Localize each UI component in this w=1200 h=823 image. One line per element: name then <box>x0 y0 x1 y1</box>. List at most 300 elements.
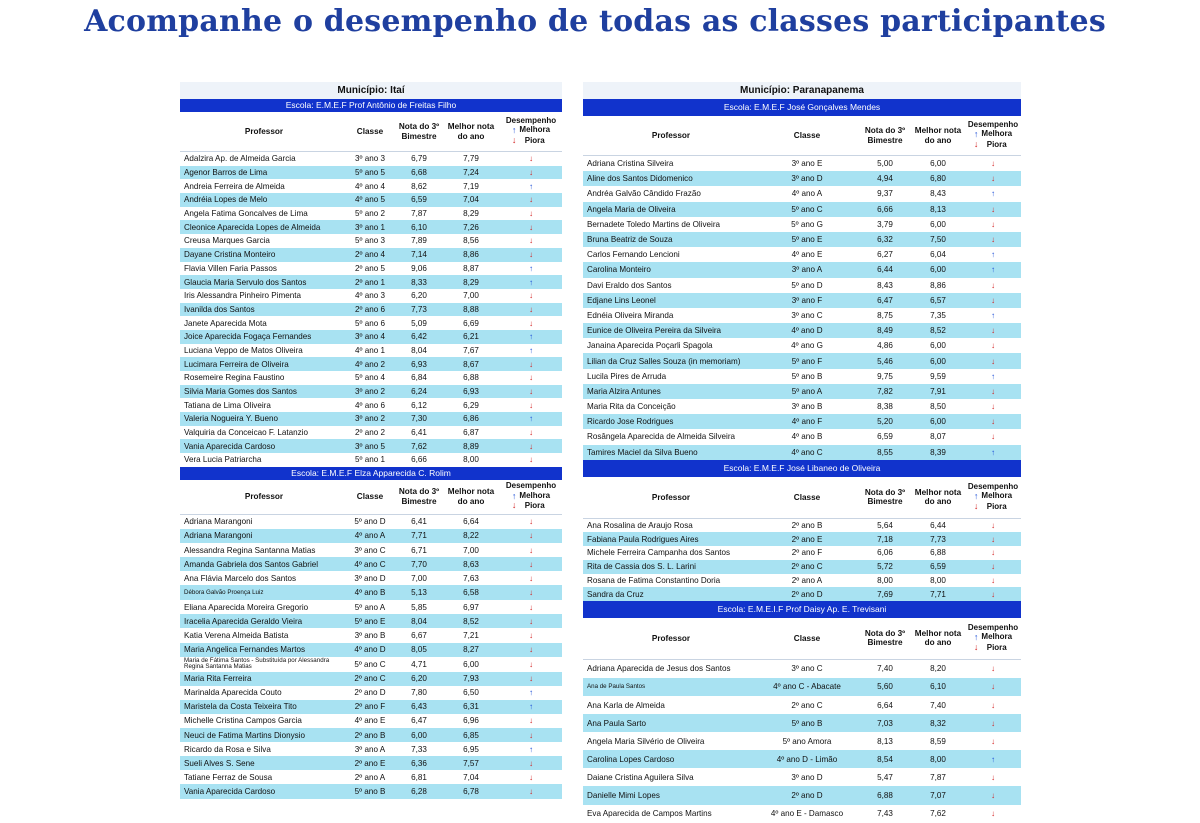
header-melhor-nota: Melhor nota do ano <box>914 487 962 507</box>
teacher-name: Alessandra Regina Santanna Matias <box>184 545 316 555</box>
class-name: 5º ano 2 <box>355 209 385 219</box>
performance-indicator <box>500 588 562 597</box>
grade-3rd-bimester: 6,20 <box>411 291 427 301</box>
teacher-row <box>583 278 1021 293</box>
desempenho-legend <box>965 632 1021 654</box>
teacher-row <box>180 289 562 303</box>
performance-indicator <box>965 548 1021 557</box>
teacher-name: Ivanilda dos Santos <box>184 304 255 314</box>
arrow-down-icon: ↓ <box>990 280 996 290</box>
performance-indicator <box>965 311 1021 320</box>
teacher-row <box>180 515 562 529</box>
class-name: 5º ano G <box>791 219 823 229</box>
legend-piora: Piora <box>986 140 1007 150</box>
grade-3rd-bimester: 6,43 <box>411 702 427 712</box>
class-name: 5º ano 6 <box>355 318 385 328</box>
class-name: 5º ano A <box>791 386 823 396</box>
best-grade-year: 6,69 <box>463 318 479 328</box>
best-grade-year: 8,00 <box>463 455 479 465</box>
teacher-name: Ana de Paula Santos <box>587 682 646 690</box>
performance-indicator <box>965 448 1021 457</box>
teacher-row <box>180 614 562 628</box>
best-grade-year: 8,27 <box>463 645 479 655</box>
teacher-row <box>583 156 1021 171</box>
best-grade-year: 7,00 <box>463 291 479 301</box>
performance-indicator <box>500 617 562 626</box>
class-name: 3º ano F <box>791 295 823 305</box>
best-grade-year: 8,63 <box>463 559 479 569</box>
grade-3rd-bimester: 6,88 <box>877 790 893 800</box>
header-classe: Classe <box>356 126 384 136</box>
grade-3rd-bimester: 6,71 <box>411 545 427 555</box>
grade-3rd-bimester: 9,37 <box>877 189 893 199</box>
arrow-up-icon: ↑ <box>990 265 996 275</box>
grade-3rd-bimester: 6,06 <box>877 548 893 558</box>
arrow-down-icon: ↓ <box>528 209 534 219</box>
teacher-name: Sueli Alves S. Sene <box>184 758 255 768</box>
performance-indicator <box>500 319 562 328</box>
arrow-up-icon: ↑ <box>990 250 996 260</box>
teacher-row <box>180 234 562 248</box>
teacher-row <box>180 700 562 714</box>
teacher-row <box>583 247 1021 262</box>
teacher-name: Ricardo da Rosa e Silva <box>184 744 271 754</box>
best-grade-year: 8,87 <box>463 263 479 273</box>
class-name: 3º ano D <box>791 174 823 184</box>
teacher-name: Janete Aparecida Mota <box>184 318 267 328</box>
grade-3rd-bimester: 8,62 <box>411 181 427 191</box>
teacher-row <box>180 557 562 571</box>
grade-3rd-bimester: 5,13 <box>411 588 427 598</box>
teacher-name: Adriana Cristina Silveira <box>587 159 674 169</box>
performance-indicator <box>965 701 1021 710</box>
best-grade-year: 7,67 <box>463 345 479 355</box>
performance-indicator <box>500 291 562 300</box>
teacher-name: Glaucia Maria Servulo dos Santos <box>184 277 307 287</box>
header-desempenho <box>500 112 562 151</box>
teacher-name: Adriana Aparecida de Jesus dos Santos <box>587 664 731 674</box>
teacher-row <box>180 439 562 453</box>
teacher-row <box>583 714 1021 732</box>
teacher-name: Cleonice Aparecida Lopes de Almeida <box>184 222 321 232</box>
legend-words <box>981 129 1012 151</box>
best-grade-year: 6,00 <box>463 659 479 669</box>
teacher-row <box>180 672 562 686</box>
arrow-down-icon: ↓ <box>990 809 996 819</box>
teacher-table-body <box>180 152 562 467</box>
best-grade-year: 8,20 <box>930 664 946 674</box>
grade-3rd-bimester: 7,73 <box>411 304 427 314</box>
class-name: 5º ano C <box>791 204 823 214</box>
grade-3rd-bimester: 6,64 <box>877 700 893 710</box>
arrow-down-icon: ↓ <box>990 772 996 782</box>
arrow-down-icon: ↓ <box>990 736 996 746</box>
column-header-row <box>583 618 1021 660</box>
performance-indicator <box>965 296 1021 305</box>
teacher-row <box>180 543 562 557</box>
performance-indicator <box>500 236 562 245</box>
class-name: 4º ano D - Limão <box>776 754 838 764</box>
teacher-row <box>180 398 562 412</box>
class-name: 3º ano B <box>354 631 386 641</box>
performance-indicator <box>965 773 1021 782</box>
arrow-up-icon: ↑ <box>990 310 996 320</box>
class-name: 4º ano 2 <box>355 359 385 369</box>
grade-3rd-bimester: 6,27 <box>877 250 893 260</box>
performance-indicator <box>965 417 1021 426</box>
performance-indicator <box>500 209 562 218</box>
teacher-name: Silvia Maria Gomes dos Santos <box>184 387 297 397</box>
performance-indicator <box>500 223 562 232</box>
class-name: 5º ano B <box>791 371 823 381</box>
arrow-down-icon: ↓ <box>528 772 534 782</box>
header-professor: Professor <box>651 492 691 502</box>
performance-indicator <box>500 759 562 768</box>
performance-indicator <box>500 154 562 163</box>
class-name: 3º ano E <box>791 159 823 169</box>
class-name: 4º ano D <box>791 326 823 336</box>
class-name: 4º ano 1 <box>355 345 385 355</box>
arrow-up-icon: ↑ <box>511 490 517 501</box>
teacher-name: Andreia Ferreira de Almeida <box>184 181 285 191</box>
arrow-down-icon: ↓ <box>528 758 534 768</box>
arrow-up-icon: ↑ <box>973 632 979 643</box>
class-name: 5º ano B <box>354 786 386 796</box>
teacher-name: Rosângela Aparecida de Almeida Silveira <box>587 432 736 442</box>
performance-indicator <box>965 372 1021 381</box>
performance-indicator <box>965 205 1021 214</box>
teacher-row <box>583 768 1021 786</box>
grade-3rd-bimester: 6,47 <box>877 295 893 305</box>
best-grade-year: 8,88 <box>463 304 479 314</box>
teacher-name: Daiane Cristina Aguilera Silva <box>587 772 694 782</box>
teacher-table-body <box>583 156 1021 460</box>
grade-3rd-bimester: 8,49 <box>877 326 893 336</box>
performance-indicator <box>965 235 1021 244</box>
performance-indicator <box>965 719 1021 728</box>
best-grade-year: 7,57 <box>463 758 479 768</box>
arrow-down-icon: ↓ <box>528 786 534 796</box>
teacher-row <box>583 262 1021 277</box>
best-grade-year: 7,19 <box>463 181 479 191</box>
teacher-name: Valeria Nogueira Y. Bueno <box>184 414 279 424</box>
grade-3rd-bimester: 6,10 <box>411 222 427 232</box>
desempenho-legend <box>500 125 562 147</box>
class-name: 4º ano C <box>791 447 823 457</box>
performance-indicator <box>500 346 562 355</box>
header-melhor-nota: Melhor nota do ano <box>447 122 495 141</box>
best-grade-year: 7,00 <box>463 545 479 555</box>
best-grade-year: 8,43 <box>930 189 946 199</box>
municipio-title: Município: Paranapanema <box>583 82 1021 99</box>
teacher-name: Vera Lucia Patriarcha <box>184 455 262 465</box>
header-nota-3-bimestre: Nota do 3º Bimestre <box>398 122 440 141</box>
class-name: 5º ano 1 <box>355 455 385 465</box>
grade-3rd-bimester: 8,38 <box>877 402 893 412</box>
teacher-name: Luciana Veppo de Matos Oliveira <box>184 345 303 355</box>
grade-3rd-bimester: 8,04 <box>411 616 427 626</box>
best-grade-year: 6,50 <box>463 688 479 698</box>
arrow-down-icon: ↓ <box>528 373 534 383</box>
grade-3rd-bimester: 6,84 <box>411 373 427 383</box>
arrow-up-icon: ↑ <box>528 263 534 273</box>
grade-3rd-bimester: 8,00 <box>877 575 893 585</box>
teacher-row <box>180 412 562 426</box>
best-grade-year: 8,13 <box>930 204 946 214</box>
teacher-row <box>583 338 1021 353</box>
class-name: 3º ano A <box>791 265 823 275</box>
header-desempenho-label: Desempenho <box>967 622 1019 632</box>
legend-arrows <box>512 126 517 146</box>
class-name: 2º ano C <box>791 562 823 572</box>
teacher-row <box>583 171 1021 186</box>
page-headline: Acompanhe o desempenho de todas as classes participantes <box>84 4 1106 39</box>
teacher-row <box>583 560 1021 574</box>
teacher-name: Carolina Lopes Cardoso <box>587 754 675 764</box>
teacher-name: Rosemeire Regina Faustino <box>184 373 285 383</box>
class-name: 3º ano D <box>791 772 823 782</box>
best-grade-year: 8,22 <box>463 531 479 541</box>
class-name: 2º ano 4 <box>355 250 385 260</box>
arrow-up-icon: ↑ <box>528 702 534 712</box>
arrow-down-icon: ↓ <box>973 641 979 652</box>
grade-3rd-bimester: 7,43 <box>877 809 893 819</box>
teacher-name: Carolina Monteiro <box>587 265 651 275</box>
header-melhor-nota: Melhor nota do ano <box>914 126 962 145</box>
performance-indicator <box>965 576 1021 585</box>
best-grade-year: 6,29 <box>463 400 479 410</box>
best-grade-year: 6,88 <box>463 373 479 383</box>
grade-3rd-bimester: 5,72 <box>877 562 893 572</box>
arrow-down-icon: ↓ <box>973 139 979 150</box>
teacher-row <box>180 426 562 440</box>
teacher-row <box>583 587 1021 601</box>
arrow-up-icon: ↑ <box>528 332 534 342</box>
arrow-down-icon: ↓ <box>990 562 996 572</box>
grade-3rd-bimester: 6,36 <box>411 758 427 768</box>
grade-3rd-bimester: 8,54 <box>877 754 893 764</box>
teacher-row <box>583 660 1021 678</box>
teacher-name: Janaina Aparecida Poçarli Spagola <box>587 341 713 351</box>
teacher-name: Marinalda Aparecida Couto <box>184 688 282 698</box>
best-grade-year: 6,00 <box>930 341 946 351</box>
grade-3rd-bimester: 6,41 <box>411 517 427 527</box>
class-name: 5º ano 4 <box>355 373 385 383</box>
grade-3rd-bimester: 5,47 <box>877 772 893 782</box>
grade-3rd-bimester: 5,60 <box>877 682 893 692</box>
best-grade-year: 6,80 <box>930 174 946 184</box>
teacher-name: Andréia Lopes de Melo <box>184 195 268 205</box>
arrow-down-icon: ↓ <box>990 219 996 229</box>
teacher-name: Lucila Pires de Arruda <box>587 371 667 381</box>
arrow-down-icon: ↓ <box>528 195 534 205</box>
grade-3rd-bimester: 8,75 <box>877 310 893 320</box>
grade-3rd-bimester: 6,59 <box>877 432 893 442</box>
performance-indicator <box>500 250 562 259</box>
class-name: 2º ano E <box>791 534 823 544</box>
arrow-down-icon: ↓ <box>528 236 534 246</box>
desempenho-legend <box>500 491 562 513</box>
class-name: 2º ano D <box>791 790 823 800</box>
arrow-up-icon: ↑ <box>990 189 996 199</box>
class-name: 4º ano C <box>354 559 386 569</box>
best-grade-year: 7,24 <box>463 168 479 178</box>
teacher-row <box>180 784 562 798</box>
best-grade-year: 6,86 <box>463 414 479 424</box>
class-name: 4º ano 3 <box>355 291 385 301</box>
performance-indicator <box>500 731 562 740</box>
arrow-down-icon: ↓ <box>528 573 534 583</box>
grade-3rd-bimester: 6,00 <box>411 730 427 740</box>
best-grade-year: 6,59 <box>930 562 946 572</box>
legend-piora: Piora <box>986 501 1007 511</box>
grade-3rd-bimester: 6,66 <box>411 455 427 465</box>
teacher-name: Iracelia Aparecida Geraldo Vieira <box>184 616 303 626</box>
arrow-down-icon: ↓ <box>528 154 534 164</box>
performance-indicator <box>500 546 562 555</box>
grade-3rd-bimester: 6,42 <box>411 332 427 342</box>
arrow-up-icon: ↑ <box>990 754 996 764</box>
class-name: 2º ano B <box>791 521 823 531</box>
arrow-down-icon: ↓ <box>990 432 996 442</box>
grade-3rd-bimester: 6,93 <box>411 359 427 369</box>
teacher-name: Edjane Lins Leonel <box>587 295 656 305</box>
teacher-row <box>583 353 1021 368</box>
teacher-name: Andréa Galvão Cândido Frazão <box>587 189 701 199</box>
performance-indicator <box>965 755 1021 764</box>
teacher-name: Fabiana Paula Rodrigues Aires <box>587 534 699 544</box>
best-grade-year: 7,21 <box>463 631 479 641</box>
teacher-row <box>180 770 562 784</box>
arrow-down-icon: ↓ <box>528 291 534 301</box>
grade-3rd-bimester: 8,43 <box>877 280 893 290</box>
teacher-row <box>583 532 1021 546</box>
teacher-row <box>180 316 562 330</box>
teacher-name: Joice Aparecida Fogaça Fernandes <box>184 332 312 342</box>
header-desempenho <box>965 116 1021 155</box>
teacher-row <box>180 728 562 742</box>
arrow-up-icon: ↑ <box>528 688 534 698</box>
best-grade-year: 7,73 <box>930 534 946 544</box>
performance-indicator <box>500 787 562 796</box>
arrow-up-icon: ↑ <box>990 447 996 457</box>
arrow-down-icon: ↓ <box>528 531 534 541</box>
grade-3rd-bimester: 7,62 <box>411 441 427 451</box>
performance-indicator <box>500 560 562 569</box>
performance-indicator <box>965 281 1021 290</box>
performance-indicator <box>965 737 1021 746</box>
teacher-name: Bruna Beatriz de Souza <box>587 235 673 245</box>
performance-indicator <box>500 773 562 782</box>
class-name: 5º ano A <box>354 602 386 612</box>
header-desempenho <box>965 477 1021 518</box>
class-name: 2º ano C <box>791 700 823 710</box>
municipio-title: Município: Itaí <box>180 82 562 99</box>
best-grade-year: 8,00 <box>930 754 946 764</box>
teacher-row <box>180 385 562 399</box>
performance-indicator <box>500 264 562 273</box>
grade-3rd-bimester: 6,24 <box>411 387 427 397</box>
grade-3rd-bimester: 5,64 <box>877 521 893 531</box>
best-grade-year: 8,29 <box>463 277 479 287</box>
grade-3rd-bimester: 4,86 <box>877 341 893 351</box>
performance-indicator <box>965 432 1021 441</box>
best-grade-year: 8,52 <box>930 326 946 336</box>
legend-arrows <box>974 130 979 150</box>
teacher-name: Bernadete Toledo Martins de Oliveira <box>587 219 721 229</box>
arrow-down-icon: ↓ <box>528 602 534 612</box>
best-grade-year: 6,93 <box>463 387 479 397</box>
teacher-row <box>583 293 1021 308</box>
teacher-row <box>180 275 562 289</box>
grade-3rd-bimester: 9,75 <box>877 371 893 381</box>
grade-3rd-bimester: 6,41 <box>411 428 427 438</box>
best-grade-year: 7,40 <box>930 700 946 710</box>
class-name: 3º ano 4 <box>355 332 385 342</box>
legend-arrows <box>974 492 979 512</box>
class-name: 2º ano 2 <box>355 428 385 438</box>
teacher-row <box>180 453 562 467</box>
class-name: 4º ano 4 <box>355 181 385 191</box>
best-grade-year: 7,50 <box>930 235 946 245</box>
best-grade-year: 7,91 <box>930 386 946 396</box>
teacher-row <box>583 384 1021 399</box>
header-professor: Professor <box>244 126 284 136</box>
teacher-row <box>583 399 1021 414</box>
header-professor: Professor <box>651 130 691 140</box>
legend-piora: Piora <box>524 501 545 511</box>
performance-indicator <box>500 531 562 540</box>
class-name: 3º ano 1 <box>355 222 385 232</box>
teacher-row <box>583 696 1021 714</box>
best-grade-year: 8,07 <box>930 432 946 442</box>
arrow-down-icon: ↓ <box>528 318 534 328</box>
column-header-row <box>180 112 562 152</box>
best-grade-year: 6,21 <box>463 332 479 342</box>
legend-melhora: Melhora <box>981 129 1013 139</box>
performance-indicator <box>500 674 562 683</box>
teacher-name: Lucimara Ferreira de Oliveira <box>184 359 289 369</box>
class-name: 4º ano B <box>791 432 823 442</box>
arrow-down-icon: ↓ <box>511 500 517 511</box>
arrow-down-icon: ↓ <box>990 790 996 800</box>
class-name: 3º ano C <box>354 545 386 555</box>
teacher-name: Lilian da Cruz Salles Souza (in memoriam) <box>587 356 741 366</box>
best-grade-year: 7,79 <box>463 154 479 164</box>
performance-indicator <box>500 716 562 725</box>
performance-indicator <box>965 357 1021 366</box>
class-name: 2º ano 1 <box>355 277 385 287</box>
best-grade-year: 8,50 <box>930 402 946 412</box>
header-nota-3-bimestre: Nota do 3º Bimestre <box>864 628 906 648</box>
teacher-name: Dayane Cristina Monteiro <box>184 250 276 260</box>
best-grade-year: 6,87 <box>463 428 479 438</box>
performance-indicator <box>500 168 562 177</box>
grade-3rd-bimester: 7,87 <box>411 209 427 219</box>
arrow-down-icon: ↓ <box>990 174 996 184</box>
teacher-row <box>583 323 1021 338</box>
teacher-row <box>180 179 562 193</box>
teacher-row <box>583 678 1021 696</box>
best-grade-year: 6,00 <box>930 265 946 275</box>
teacher-name: Ana Rosalina de Araujo Rosa <box>587 521 693 531</box>
header-desempenho-label: Desempenho <box>505 116 557 126</box>
arrow-down-icon: ↓ <box>528 631 534 641</box>
best-grade-year: 8,52 <box>463 616 479 626</box>
grade-3rd-bimester: 7,03 <box>877 718 893 728</box>
grade-3rd-bimester: 8,33 <box>411 277 427 287</box>
teacher-row <box>180 756 562 770</box>
